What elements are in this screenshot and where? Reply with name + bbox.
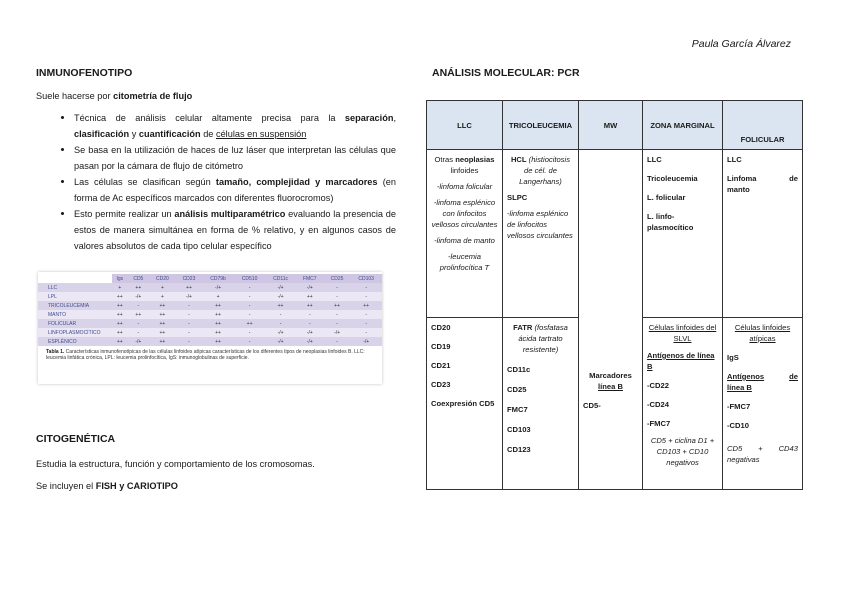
marker-row-label: MANTO: [38, 310, 112, 319]
marker-cell: ++: [296, 301, 324, 310]
marker-header: Igs: [112, 274, 128, 283]
marker-cell: ++: [112, 292, 128, 301]
trico-marker: CD103: [507, 425, 531, 434]
marker-cell: -/+: [350, 337, 382, 346]
marker-cell: -: [234, 310, 266, 319]
col-folicular: FOLICULAR: [723, 101, 803, 150]
marker-cell: -: [350, 292, 382, 301]
marker-cell: -/+: [324, 328, 351, 337]
marker-row-label: LPL: [38, 292, 112, 301]
marker-header: CD11c: [265, 274, 295, 283]
bullet-3: • Las células se clasifican según tamaño, complejidad y marcadores (en forma de Ac específicos marcados con diferentes fluorocromos): [74, 174, 396, 206]
marker-cell: -/+: [265, 283, 295, 292]
marker-cell: -/+: [176, 292, 203, 301]
marker-cell: -: [350, 328, 382, 337]
bullet-1: • Técnica de análisis celular altamente precisa para la separación, clasificación y cuantificación de células en suspensión: [74, 110, 396, 142]
author-name: Paula García Álvarez: [691, 38, 791, 50]
trico-marker: CD25: [507, 385, 527, 394]
marker-cell: ++: [296, 292, 324, 301]
marker-cell: ++: [112, 310, 128, 319]
marker-row: [38, 337, 382, 346]
marker-row: [38, 292, 382, 301]
marker-cell: ++: [128, 283, 150, 292]
marker-cell: -: [234, 292, 266, 301]
zm-item: L. folicular: [647, 193, 686, 202]
bullet-list: [36, 110, 396, 254]
marker-row-label: FOLICULAR: [38, 319, 112, 328]
marker-cell: ++: [149, 337, 176, 346]
analisis-molecular-heading: ANÁLISIS MOLECULAR: PCR: [432, 67, 580, 79]
marker-row-label: LINFOPLASMOCÍTICO: [38, 328, 112, 337]
marker-cell: ++: [176, 283, 203, 292]
marker-cell: -: [234, 328, 266, 337]
marker-cell: -: [176, 328, 203, 337]
zm-item: LLC: [647, 155, 662, 164]
col-zona-marginal: ZONA MARGINAL: [643, 101, 723, 150]
inmunofenotipo-table-image: [38, 272, 382, 384]
cito-line-1: Estudia la estructura, función y comportamiento de los cromosomas.: [36, 459, 315, 469]
marker-cell: -/+: [296, 337, 324, 346]
zm-item: Tricoleucemia: [647, 174, 698, 183]
zm-item: L. linfo-plasmocítico: [647, 212, 694, 232]
marker-cell: +: [112, 283, 128, 292]
marker-cell: -: [324, 337, 351, 346]
marker-header: CD20: [149, 274, 176, 283]
marker-cell: ++: [324, 301, 351, 310]
fol-diferencial: LLC Linfoma de manto: [723, 150, 803, 318]
col-llc: LLC: [427, 101, 503, 150]
marker-table: [38, 274, 382, 346]
trico-marker: CD11c: [507, 365, 531, 374]
marker-cell: -: [128, 319, 150, 328]
trico-marker: CD123: [507, 445, 531, 454]
marker-cell: -: [350, 319, 382, 328]
marker-cell: -: [234, 337, 266, 346]
marker-cell: -/+: [265, 337, 295, 346]
marker-cell: -: [234, 301, 266, 310]
marker-cell: ++: [202, 328, 234, 337]
marker-cell: ++: [112, 319, 128, 328]
marker-header: FMC7: [296, 274, 324, 283]
marker-row: [38, 283, 382, 292]
bullet-4: • Esto permite realizar un análisis multiparamétrico evaluando la presencia de estos de manera simultánea en forma de % relativo, y en algunos casos de valores absolutos de cada tipo celular específico: [74, 206, 396, 254]
marker-cell: -: [350, 310, 382, 319]
marker-cell: -/+: [296, 328, 324, 337]
marker-row-label: ESPLÉNICO: [38, 337, 112, 346]
col-tricoleucemia: TRICOLEUCEMIA: [503, 101, 579, 150]
llc-marker: CD23: [431, 380, 451, 389]
marker-cell: -: [128, 328, 150, 337]
llc-marker: CD20: [431, 323, 451, 332]
fol-marcadores: Células linfoides atípicas IgS Antígenos de línea B -FMC7 -CD10 CD5 + CD43 negativas: [723, 318, 803, 490]
marker-row: [38, 301, 382, 310]
llc-diferencial: Otras neoplasias linfoides -linfoma folicular -linfoma esplénico con linfocitos vellosos circulantes -linfoma de manto -leucemia prolinfocítica T: [427, 150, 503, 318]
marker-cell: -/+: [265, 328, 295, 337]
marker-cell: -/+: [296, 283, 324, 292]
molecular-header-row: [427, 101, 803, 150]
marker-cell: ++: [149, 310, 176, 319]
marker-cell: -: [176, 310, 203, 319]
marker-table-header: [38, 274, 382, 283]
zm-marker: -FMC7: [647, 419, 671, 428]
marker-header: CD103: [350, 274, 382, 283]
marker-row-label: LLC: [38, 283, 112, 292]
marker-cell: ++: [149, 301, 176, 310]
marker-cell: -: [128, 301, 150, 310]
trico-marker: FMC7: [507, 405, 528, 414]
marker-cell: -: [324, 310, 351, 319]
cito-line-2: Se incluyen el FISH y CARIOTIPO: [36, 481, 178, 491]
llc-marker: CD21: [431, 361, 451, 370]
marker-cell: -: [324, 292, 351, 301]
fol-marker: -FMC7: [727, 402, 751, 411]
llc-marcadores: [427, 318, 503, 490]
marker-cell: -: [324, 283, 351, 292]
marker-cell: ++: [128, 310, 150, 319]
marker-cell: ++: [112, 301, 128, 310]
marker-row-label: TRICOLEUCEMIA: [38, 301, 112, 310]
marker-header: CD79b: [202, 274, 234, 283]
marker-cell: ++: [149, 328, 176, 337]
marker-header: CD25: [324, 274, 351, 283]
zm-marker: -CD22: [647, 381, 669, 390]
marker-row: [38, 328, 382, 337]
trico-diferencial: HCL (histiocitosis de cél. de Langerhans) SLPC -linfoma esplénico de linfocitos vellosos circulantes: [503, 150, 579, 318]
llc-marker: CD19: [431, 342, 451, 351]
marker-cell: -: [176, 337, 203, 346]
table-caption: Tabla 1. Características inmunofenotípicas de las células linfoides atípicas características de los diferentes tipos de neoplasias linfoides B. LLC: leucemia linfática crónica, LPL: leucemia prolinfocítica, IgS: inmunoglobulinas de superficie.: [46, 349, 365, 361]
marker-cell: -: [234, 283, 266, 292]
marker-header: CD510: [234, 274, 266, 283]
marker-cell: ++: [265, 301, 295, 310]
marker-cell: -: [176, 319, 203, 328]
marker-cell: ++: [202, 337, 234, 346]
marker-cell: -: [296, 319, 324, 328]
marker-cell: +: [149, 283, 176, 292]
bullet-2: • Se basa en la utilización de haces de luz láser que interpretan las células que pasan por la cámara de flujo de citómetro: [74, 142, 396, 174]
fol-marker: -CD10: [727, 421, 749, 430]
marker-cell: -/+: [265, 292, 295, 301]
intro-text: Suele hacerse por citometría de flujo: [36, 91, 193, 101]
col-mw: MW: [579, 101, 643, 150]
marker-cell: -: [296, 310, 324, 319]
marker-cell: ++: [202, 310, 234, 319]
marker-cell: -: [350, 283, 382, 292]
marker-cell: ++: [112, 328, 128, 337]
inmunofenotipo-heading: INMUNOFENOTIPO: [36, 67, 133, 79]
marker-row: [38, 310, 382, 319]
marker-cell: -: [324, 319, 351, 328]
marker-cell: ++: [112, 337, 128, 346]
marker-cell: -: [265, 319, 295, 328]
marker-cell: -/+: [128, 292, 150, 301]
citogenetica-text: [36, 456, 396, 494]
citogenetica-heading: CITOGENÉTICA: [36, 433, 116, 445]
trico-marcadores: FATR (fosfatasa ácida tartrato resistente) CD11c CD25 FMC7 CD103 CD123: [503, 318, 579, 490]
inmunofenotipo-section: [36, 88, 396, 254]
zm-marker: -CD24: [647, 400, 669, 409]
marker-cell: -: [265, 310, 295, 319]
llc-marker: Coexpresión CD5: [431, 399, 495, 408]
marker-cell: ++: [350, 301, 382, 310]
marker-cell: -/+: [128, 337, 150, 346]
zm-diferencial: [643, 150, 723, 318]
marker-header: CD23: [176, 274, 203, 283]
marker-cell: +: [202, 292, 234, 301]
zm-marcadores: Células linfoides del SLVL Antígenos de línea B -CD22 -CD24 -FMC7 CD5 + ciclina D1 + CD103 + CD10 negativos: [643, 318, 723, 490]
marker-cell: ++: [202, 301, 234, 310]
molecular-row-1: [427, 150, 803, 318]
marker-cell: -/+: [202, 283, 234, 292]
marker-cell: +: [149, 292, 176, 301]
marker-header: CD5: [128, 274, 150, 283]
marker-cell: ++: [149, 319, 176, 328]
molecular-table: [426, 100, 803, 490]
marker-cell: ++: [234, 319, 266, 328]
marker-cell: -: [176, 301, 203, 310]
marker-row: [38, 319, 382, 328]
mw-cell: Marcadores línea B CD5-: [579, 150, 643, 490]
marker-cell: ++: [202, 319, 234, 328]
